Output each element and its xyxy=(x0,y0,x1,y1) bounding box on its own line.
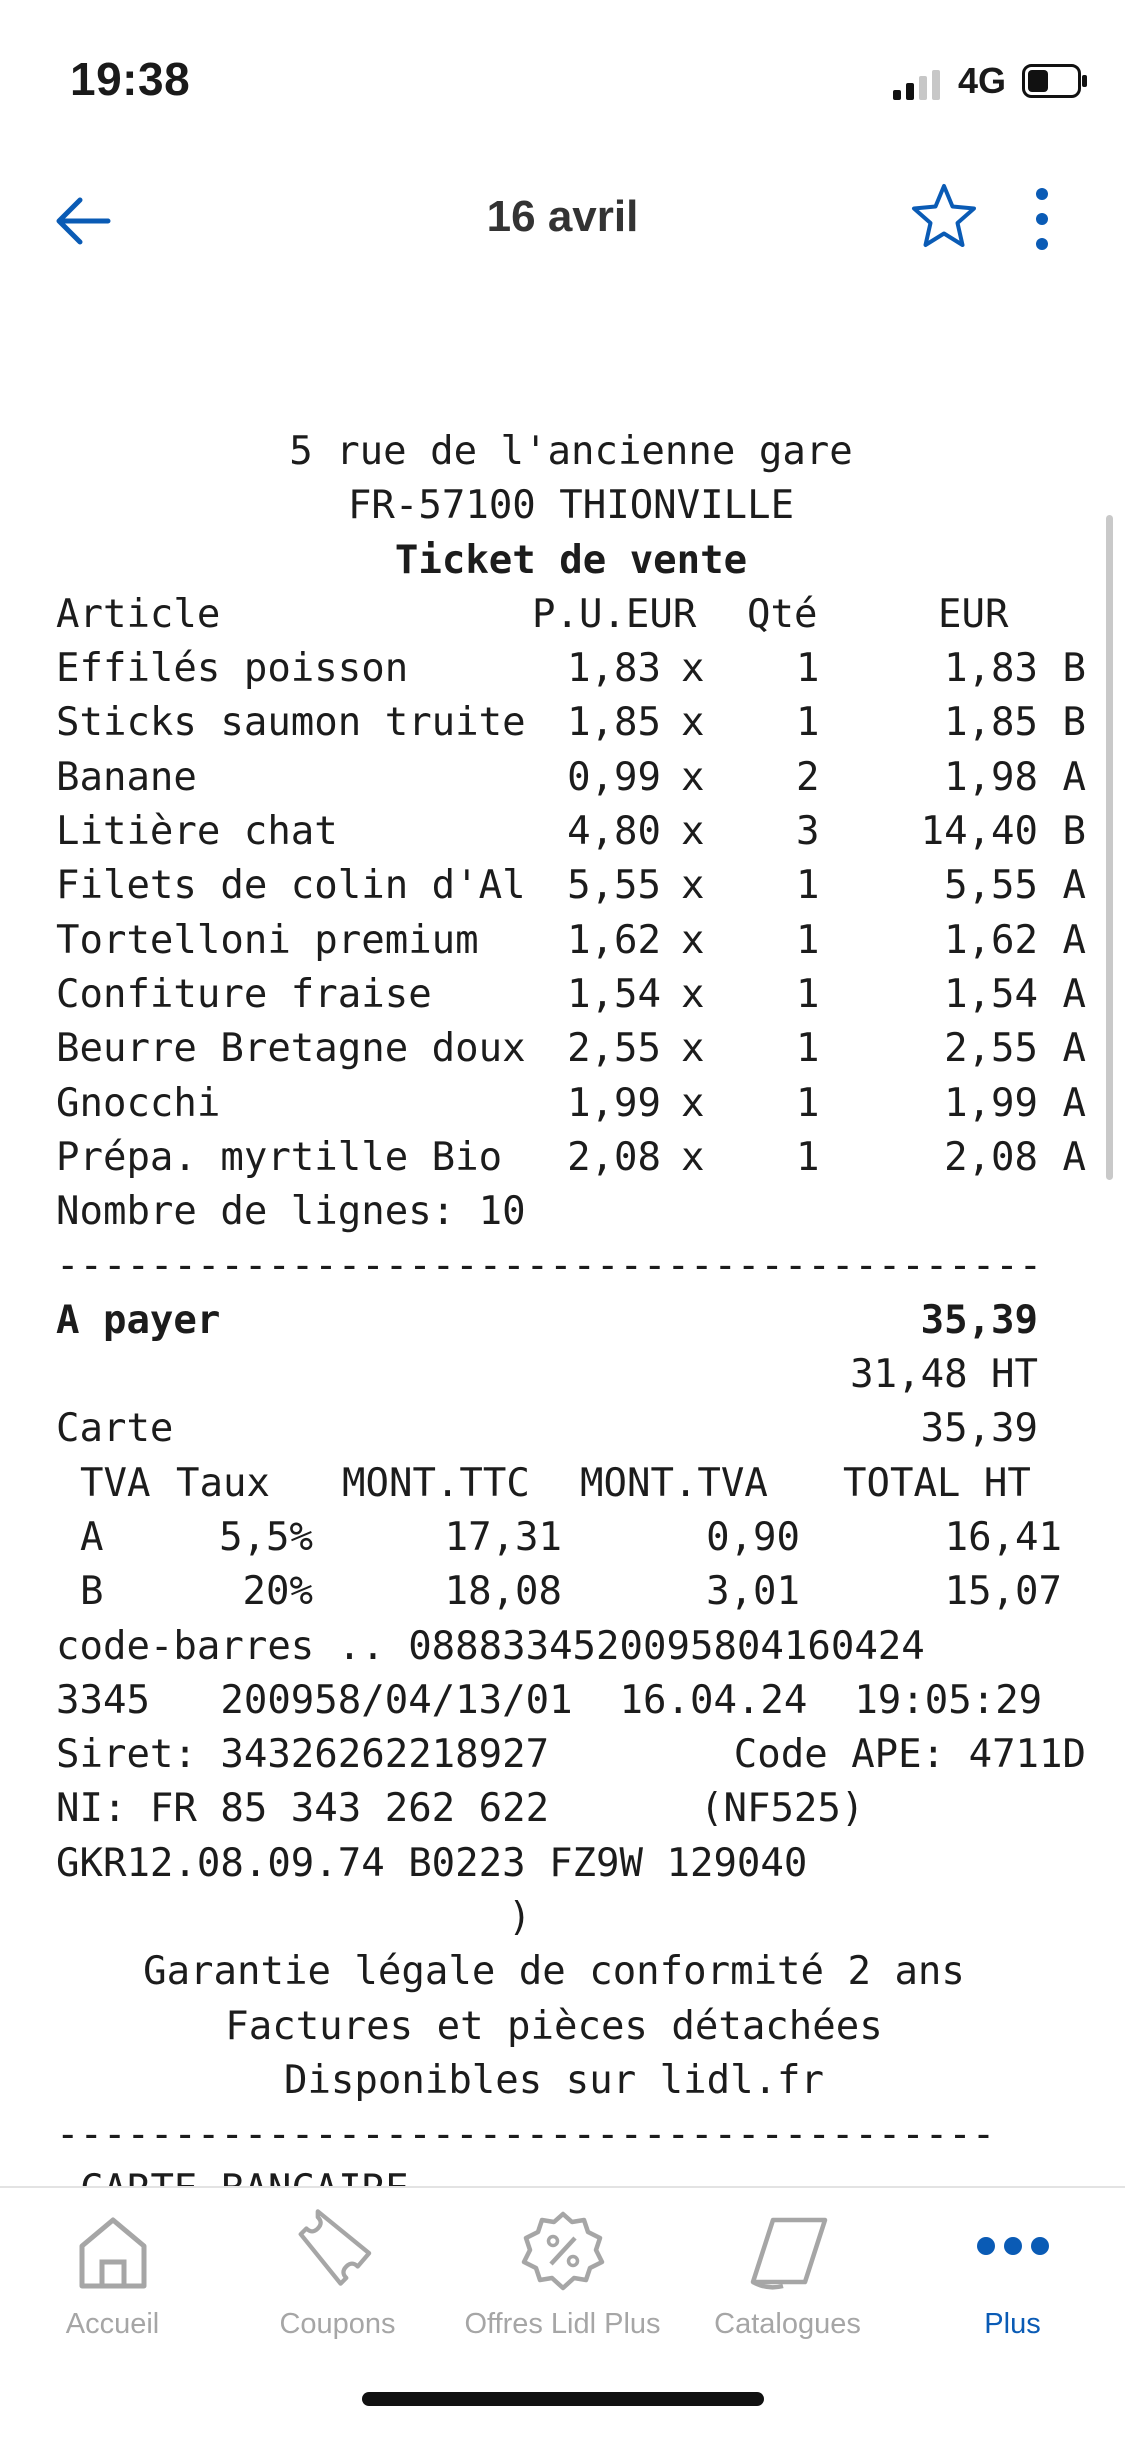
item-unit-price: 1,62 xyxy=(567,917,661,963)
item-row xyxy=(56,805,1086,859)
closing-paren: ) xyxy=(508,1895,532,1941)
store-city: FR-57100 THIONVILLE xyxy=(347,483,795,529)
tab-plus[interactable] xyxy=(900,2206,1125,2366)
item-qty: 1 xyxy=(796,917,820,963)
item-row xyxy=(56,642,1086,696)
item-unit-price: 1,83 xyxy=(567,646,661,692)
discount-badge-icon xyxy=(518,2206,608,2296)
scrollbar[interactable] xyxy=(1106,515,1113,1180)
line-count: Nombre de lignes: 10 xyxy=(56,1189,526,1235)
item-row xyxy=(56,1131,1086,1185)
receipt-heading: Ticket de vente xyxy=(394,537,748,583)
item-vat-code: A xyxy=(1062,971,1086,1017)
item-name: Confiture fraise xyxy=(56,971,432,1017)
item-total: 5,55 xyxy=(944,863,1038,909)
siret: Siret: 34326262218927 xyxy=(56,1732,550,1778)
col-amount: EUR xyxy=(938,591,1009,637)
separator: ------------------------------------------ xyxy=(56,1243,1043,1289)
item-total: 1,83 xyxy=(944,646,1038,692)
item-qty: 1 xyxy=(796,971,820,1017)
item-total: 2,55 xyxy=(944,1026,1038,1072)
item-vat-code: A xyxy=(1062,1026,1086,1072)
tab-label: Accueil xyxy=(65,2308,160,2340)
card-value: 35,39 xyxy=(920,1406,1038,1452)
item-name: Prépa. myrtille Bio xyxy=(56,1134,503,1180)
tab-label: Coupons xyxy=(279,2308,396,2340)
item-times: x xyxy=(681,863,705,909)
status-bar xyxy=(0,0,1125,150)
item-total: 1,98 xyxy=(944,754,1038,800)
coupon-icon xyxy=(293,2206,383,2296)
to-pay-value: 35,39 xyxy=(920,1297,1038,1343)
item-vat-code: A xyxy=(1062,1134,1086,1180)
col-qty: Qté xyxy=(747,591,818,637)
tab-catalogues[interactable] xyxy=(675,2206,900,2366)
vat-header-row xyxy=(56,1457,1086,1511)
vat-col-ht: TOTAL HT xyxy=(843,1460,1031,1506)
item-unit-price: 5,55 xyxy=(567,863,661,909)
page-title: 16 avril xyxy=(486,192,639,241)
item-row xyxy=(56,751,1086,805)
item-qty: 1 xyxy=(796,1026,820,1072)
item-row xyxy=(56,1022,1086,1076)
vat-amount: 3,01 xyxy=(706,1569,800,1615)
item-times: x xyxy=(681,1134,705,1180)
item-total: 1,99 xyxy=(944,1080,1038,1126)
item-name: Filets de colin d'Al xyxy=(56,863,526,909)
catalog-icon xyxy=(743,2206,833,2296)
vat-rate: 20% xyxy=(242,1569,313,1615)
item-qty: 1 xyxy=(796,700,820,746)
item-qty: 2 xyxy=(796,754,820,800)
item-unit-price: 1,99 xyxy=(567,1080,661,1126)
home-icon xyxy=(68,2206,158,2296)
item-qty: 1 xyxy=(796,1134,820,1180)
card-row xyxy=(56,1402,1086,1456)
availability-text: Disponibles sur lidl.fr xyxy=(283,2057,825,2103)
item-vat-code: A xyxy=(1062,917,1086,963)
item-times: x xyxy=(681,971,705,1017)
item-vat-code: B xyxy=(1062,809,1086,855)
item-qty: 1 xyxy=(796,1080,820,1126)
signal-icon xyxy=(893,70,943,100)
to-pay-row xyxy=(56,1294,1086,1348)
store-address: 5 rue de l'ancienne gare xyxy=(289,429,853,474)
item-name: Banane xyxy=(56,754,197,800)
item-times: x xyxy=(681,754,705,800)
to-pay-label: A payer xyxy=(56,1297,221,1343)
item-row xyxy=(56,968,1086,1022)
item-qty: 3 xyxy=(796,809,820,855)
ape-code: Code APE: 4711D xyxy=(733,1732,1086,1778)
vat-ttc: 17,31 xyxy=(444,1514,562,1560)
item-unit-price: 1,54 xyxy=(567,971,661,1017)
item-vat-code: A xyxy=(1062,754,1086,800)
tab-label: Catalogues xyxy=(714,2308,861,2340)
item-times: x xyxy=(681,1080,705,1126)
item-unit-price: 4,80 xyxy=(567,809,661,855)
item-name: Litière chat xyxy=(56,809,338,855)
tab-accueil[interactable] xyxy=(0,2206,225,2366)
item-name: Effilés poisson xyxy=(56,646,409,692)
item-times: x xyxy=(681,809,705,855)
item-row xyxy=(56,696,1086,750)
ni-row xyxy=(56,1782,1086,1836)
vat-col-ttc: MONT.TTC xyxy=(342,1460,530,1506)
status-time: 19:38 xyxy=(70,53,191,105)
item-qty: 1 xyxy=(796,863,820,909)
item-unit-price: 2,55 xyxy=(567,1026,661,1072)
separator-2: ---------------------------------------- xyxy=(56,2112,996,2158)
item-times: x xyxy=(681,700,705,746)
item-times: x xyxy=(681,917,705,963)
item-total: 2,08 xyxy=(944,1134,1038,1180)
item-vat-code: A xyxy=(1062,1080,1086,1126)
item-row xyxy=(56,1077,1086,1131)
item-name: Tortelloni premium xyxy=(56,917,479,963)
vat-amount: 0,90 xyxy=(706,1514,800,1560)
vat-col-code: TVA xyxy=(80,1460,151,1506)
item-vat-code: B xyxy=(1062,700,1086,746)
vat-col-tva: MONT.TVA xyxy=(580,1460,768,1506)
vat-row xyxy=(56,1565,1086,1619)
col-article: Article xyxy=(56,591,221,637)
item-unit-price: 2,08 xyxy=(567,1134,661,1180)
gkr-line: GKR12.08.09.74 B0223 FZ9W 129040 xyxy=(56,1840,808,1886)
star-outline-icon[interactable] xyxy=(910,182,978,250)
more-horizontal-icon xyxy=(968,2206,1058,2296)
vat-ht: 16,41 xyxy=(944,1514,1062,1560)
item-row xyxy=(56,859,1086,913)
invoices-text: Factures et pièces détachées xyxy=(225,2003,883,2049)
item-total: 14,40 xyxy=(920,809,1038,855)
barcode-line: code-barres .. 0888334520095804160424 xyxy=(56,1623,925,1669)
ht-value: 31,48 HT xyxy=(850,1352,1038,1398)
card-label: Carte xyxy=(56,1406,174,1452)
item-unit-price: 0,99 xyxy=(567,754,661,800)
home-indicator xyxy=(362,2392,764,2406)
item-times: x xyxy=(681,1026,705,1072)
network-type: 4G xyxy=(958,60,1007,101)
item-vat-code: B xyxy=(1062,646,1086,692)
tab-coupons[interactable] xyxy=(225,2206,450,2366)
more-vertical-icon[interactable] xyxy=(1025,184,1059,254)
vat-code: A xyxy=(80,1514,104,1560)
warranty-text: Garantie légale de conformité 2 ans xyxy=(143,1949,965,1995)
vat-col-rate: Taux xyxy=(176,1460,270,1506)
item-name: Gnocchi xyxy=(56,1080,221,1126)
ni-number: NI: FR 85 343 262 622 xyxy=(56,1786,550,1832)
item-vat-code: A xyxy=(1062,863,1086,909)
vat-code: B xyxy=(80,1569,104,1615)
item-name: Beurre Bretagne doux xyxy=(56,1026,526,1072)
item-total: 1,85 xyxy=(944,700,1038,746)
top-bar xyxy=(0,160,1125,280)
item-name: Sticks saumon truite xyxy=(56,700,526,746)
item-times: x xyxy=(681,646,705,692)
item-row xyxy=(56,914,1086,968)
tab-offres[interactable] xyxy=(450,2206,675,2366)
vat-ttc: 18,08 xyxy=(444,1569,562,1615)
item-unit-price: 1,85 xyxy=(567,700,661,746)
item-total: 1,62 xyxy=(944,917,1038,963)
siret-row xyxy=(56,1728,1086,1782)
nf-label: (NF525) xyxy=(700,1786,865,1832)
receipt xyxy=(56,425,1086,2180)
column-headers xyxy=(56,588,1086,642)
item-total: 1,54 xyxy=(944,971,1038,1017)
vat-row xyxy=(56,1511,1086,1565)
transaction-line: 3345 200958/04/13/01 16.04.24 19:05:29 xyxy=(56,1677,1043,1723)
item-qty: 1 xyxy=(796,646,820,692)
vat-rate: 5,5% xyxy=(219,1514,313,1560)
tab-label: Plus xyxy=(984,2308,1041,2340)
tab-label: Offres Lidl Plus xyxy=(464,2308,661,2340)
vat-ht: 15,07 xyxy=(944,1569,1062,1615)
col-unit-price: P.U.EUR xyxy=(532,591,697,637)
battery-icon xyxy=(1022,64,1088,98)
